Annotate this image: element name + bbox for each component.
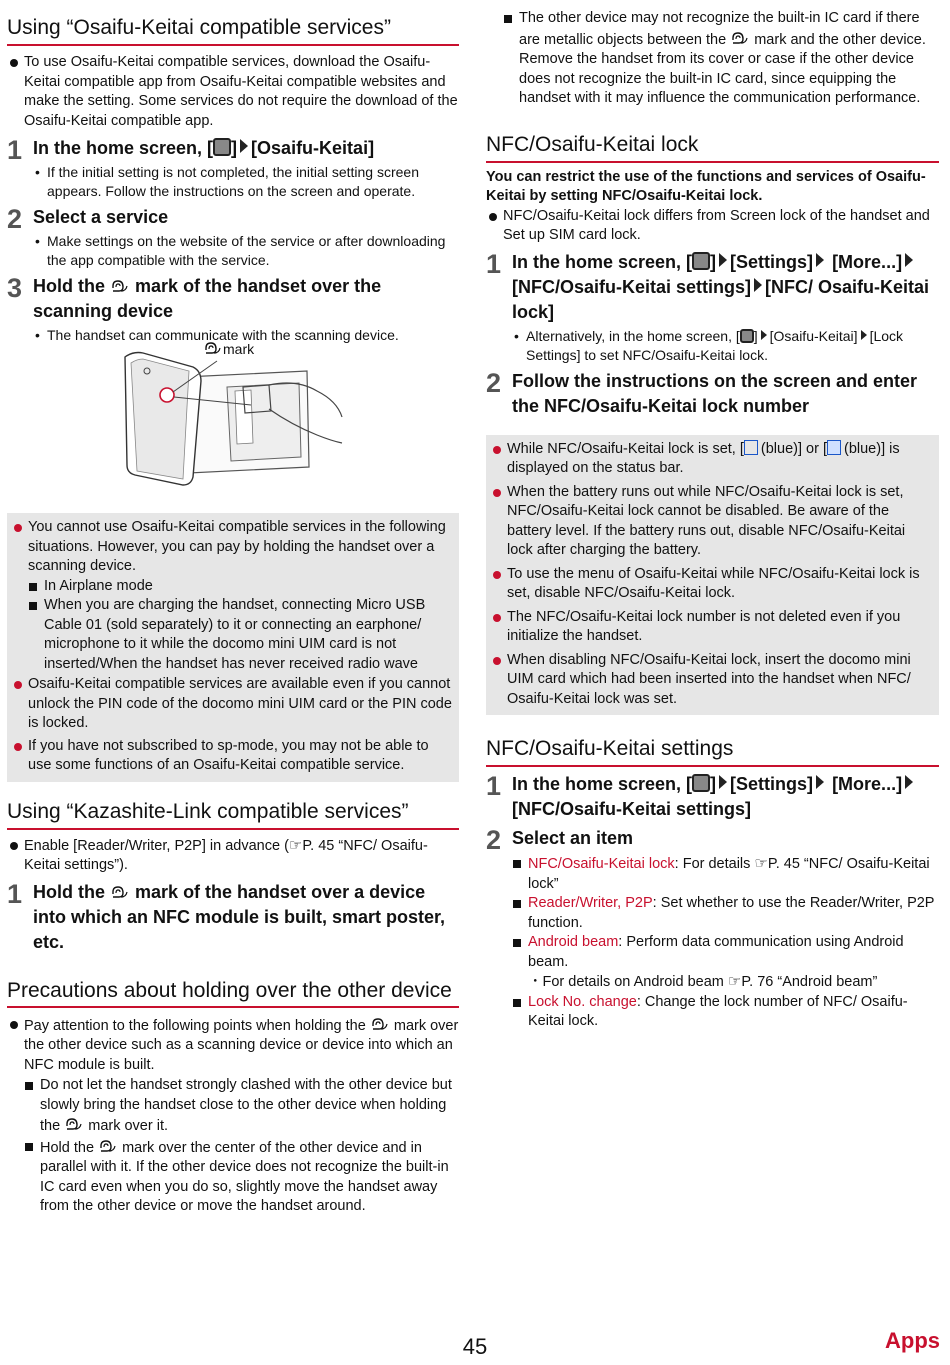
section-tab: Apps [885, 1328, 940, 1353]
page-number: 45 [462, 1334, 488, 1359]
arrow-right-icon [861, 330, 867, 340]
nfc-mark-icon [110, 277, 130, 295]
settings-item: Android beam: Perform data communication using Android beam. [512, 933, 939, 972]
step-number: 3 [7, 273, 23, 303]
precaution-item: Do not let the handset strongly clashed with the other device but slowly bring the handset close to the other device when holding the mark over it. [24, 1076, 459, 1137]
note-item: Osaifu-Keitai compatible services are available even if you cannot unlock the PIN code of the docomo mini UIM card or the PIN code is locked. [11, 675, 453, 734]
left-column [7, 0, 459, 1217]
step-number: 2 [486, 825, 502, 855]
step-number: 2 [486, 367, 502, 398]
settings-item-name: Reader/Writer, P2P [528, 895, 653, 911]
lock-step-1 [486, 250, 939, 365]
section-heading-osaifu-services: Using “Osaifu-Keitai compatible services” [7, 14, 459, 46]
settings-item: Reader/Writer, P2P: Set whether to use the Reader/Writer, P2P function. [512, 894, 939, 933]
page-reference-icon: ☞ [727, 973, 742, 990]
step-number: 1 [486, 248, 502, 279]
settings-item-name: Android beam [528, 934, 619, 950]
arrow-right-icon [719, 253, 727, 267]
osaifu-note-box [7, 513, 459, 782]
lock-status-icon [744, 440, 758, 455]
step-note: • If the initial setting is not completed, the initial setting screen appears. Follow the instructions on the screen and operate. [33, 163, 459, 201]
settings-step-2 [486, 826, 939, 1032]
settings-subitem: ・For details on Android beam ☞P. 76 “Android beam” [528, 973, 878, 990]
nfc-highlight-circle [160, 388, 174, 402]
osaifu-step-3 [7, 274, 459, 345]
note-item: While NFC/Osaifu-Keitai lock is set, [ (blue)] or [ (blue)] is displayed on the status bar. [490, 440, 933, 479]
nfc-mark-icon [98, 1137, 118, 1155]
note-subitem: When you are charging the handset, connecting Micro USB Cable 01 (sold separately) to it or connecting an earphone/ microphone to it while the docomo mini UIM card is not inserted/When the handset has never received radio wave [28, 596, 453, 674]
note-item: To use the menu of Osaifu-Keitai while NFC/Osaifu-Keitai lock is set, disable NFC/Osaifu-Keitai lock. [490, 565, 933, 604]
nfc-mark-icon [370, 1015, 390, 1033]
osaifu-step-2 [7, 205, 459, 270]
lock-note-box [486, 435, 939, 716]
precaution-item: The other device may not recognize the built-in IC card if there are metallic objects between the mark and the other device. Remove the handset from its cover or case if the other device does not recognize the built-in IC card, since equipping the handset with it may influence the communication performance. [503, 9, 939, 109]
apps-icon [692, 774, 710, 792]
apps-icon [740, 329, 754, 343]
settings-item: Lock No. change: Change the lock number of NFC/ Osaifu-Keitai lock. [512, 993, 939, 1032]
settings-item-name: Lock No. change [528, 993, 637, 1010]
settings-item-name: NFC/Osaifu-Keitai lock [528, 856, 675, 872]
arrow-right-icon [816, 253, 824, 267]
precaution-item: Hold the mark over the center of the other device and in parallel with it. If the other device does not recognize the built-in IC card even when you do so, slightly move the handset away from the other device or move the handset around. [24, 1137, 459, 1217]
note-item: The NFC/Osaifu-Keitai lock number is not deleted even if you initialize the handset. [490, 608, 933, 647]
figure-callout [203, 339, 254, 357]
nfc-mark-icon [110, 883, 130, 901]
lock-status-icon-alt [827, 440, 841, 455]
section-heading-precautions: Precautions about holding over the other device [7, 977, 459, 1008]
step-note: • Alternatively, in the home screen, [ ] [Osaifu-Keitai] [Lock Settings] to set NFC/Osaifu-Keitai lock. [512, 327, 939, 365]
step-title: In the home screen, [ ] [Settings] [More...][NFC/Osaifu-Keitai settings] [NFC/ Osaifu-Keitai lock] [512, 251, 930, 322]
lock-intro: NFC/Osaifu-Keitai lock differs from Screen lock of the handset and Set up SIM card lock. [486, 207, 939, 246]
note-subitem: In Airplane mode [28, 577, 453, 597]
nfc-mark-icon [203, 339, 223, 357]
step-note: • Make settings on the website of the service or after downloading the app compatible with the service. [33, 232, 459, 270]
figure-label: mark [223, 341, 255, 357]
arrow-right-icon [761, 330, 767, 340]
note-item: You cannot use Osaifu-Keitai compatible services in the following situations. However, you can pay by holding the handset over a scanning device. [11, 518, 453, 577]
handset-figure [7, 341, 459, 499]
arrow-right-icon [816, 775, 824, 789]
right-column [486, 0, 939, 1032]
note-item: When disabling NFC/Osaifu-Keitai lock, insert the docomo mini UIM card which had been inserted into the handset when NFC/ Osaifu-Keitai lock was set. [490, 651, 933, 710]
step-title: In the home screen, [ ] [Osaifu-Keitai] [33, 138, 375, 158]
lock-lead: You can restrict the use of the functions and services of Osaifu-Keitai by setting NFC/Osaifu-Keitai lock. [486, 168, 926, 204]
precautions-intro: Pay attention to the following points when holding the mark over the other device such as a scanning device or device into which an NFC module is built. [7, 1015, 459, 1076]
step-number: 1 [7, 135, 23, 165]
step-number: 1 [7, 878, 23, 909]
osaifu-step-1 [7, 136, 459, 201]
step-note: • The handset can communicate with the scanning device. [33, 326, 459, 345]
step-number: 2 [7, 204, 23, 234]
step-title: Hold the mark of the handset over the scanning device [33, 276, 382, 321]
note-item: When the battery runs out while NFC/Osaifu-Keitai lock is set, NFC/Osaifu-Keitai lock cannot be disabled. Be aware of the battery level. If the battery runs out, disable NFC/Osaifu-Keitai lock after charging the battery. [490, 483, 933, 561]
nfc-mark-icon [64, 1115, 84, 1133]
arrow-right-icon [240, 139, 248, 153]
step-title: Hold the mark of the handset over a device into which an NFC module is built, smart poster, etc. [33, 881, 446, 952]
osaifu-intro: To use Osaifu-Keitai compatible services, download the Osaifu-Keitai compatible app from Osaifu-Keitai compatible websites and make the setting. Some services do not require the download of the Osaifu-Keitai compatible app. [7, 53, 459, 131]
apps-icon [213, 138, 231, 156]
section-heading-lock: NFC/Osaifu-Keitai lock [486, 131, 939, 163]
step-title: Select an item [512, 828, 634, 848]
lock-step-2 [486, 369, 939, 419]
step-title: Select a service [33, 207, 169, 227]
kazashite-step-1 [7, 880, 459, 955]
arrow-right-icon [905, 253, 913, 267]
arrow-right-icon [719, 775, 727, 789]
handset-over-scanner-illustration [7, 347, 459, 499]
kazashite-intro: Enable [Reader/Writer, P2P] in advance (☞P. 45 “NFC/ Osaifu-Keitai settings”). [7, 836, 459, 876]
step-title: Follow the instructions on the screen and enter the NFC/Osaifu-Keitai lock number [512, 370, 918, 416]
arrow-right-icon [905, 775, 913, 789]
apps-icon [692, 252, 710, 270]
arrow-right-icon [754, 278, 762, 292]
settings-step-1 [486, 772, 939, 822]
step-title: In the home screen, [ ] [Settings] [More...][NFC/Osaifu-Keitai settings] [512, 772, 939, 822]
nfc-mark-icon [730, 29, 750, 47]
section-heading-kazashite: Using “Kazashite-Link compatible services” [7, 798, 459, 830]
section-heading-settings: NFC/Osaifu-Keitai settings [486, 735, 939, 767]
settings-item: NFC/Osaifu-Keitai lock: For details ☞P. 45 “NFC/ Osaifu-Keitai lock” [512, 854, 939, 894]
note-item: If you have not subscribed to sp-mode, you may not be able to use some functions of an Osaifu-Keitai compatible service. [11, 737, 453, 776]
step-number: 1 [486, 771, 502, 801]
page-reference-icon: ☞ [754, 855, 768, 872]
page-reference-icon: ☞ [288, 836, 303, 854]
